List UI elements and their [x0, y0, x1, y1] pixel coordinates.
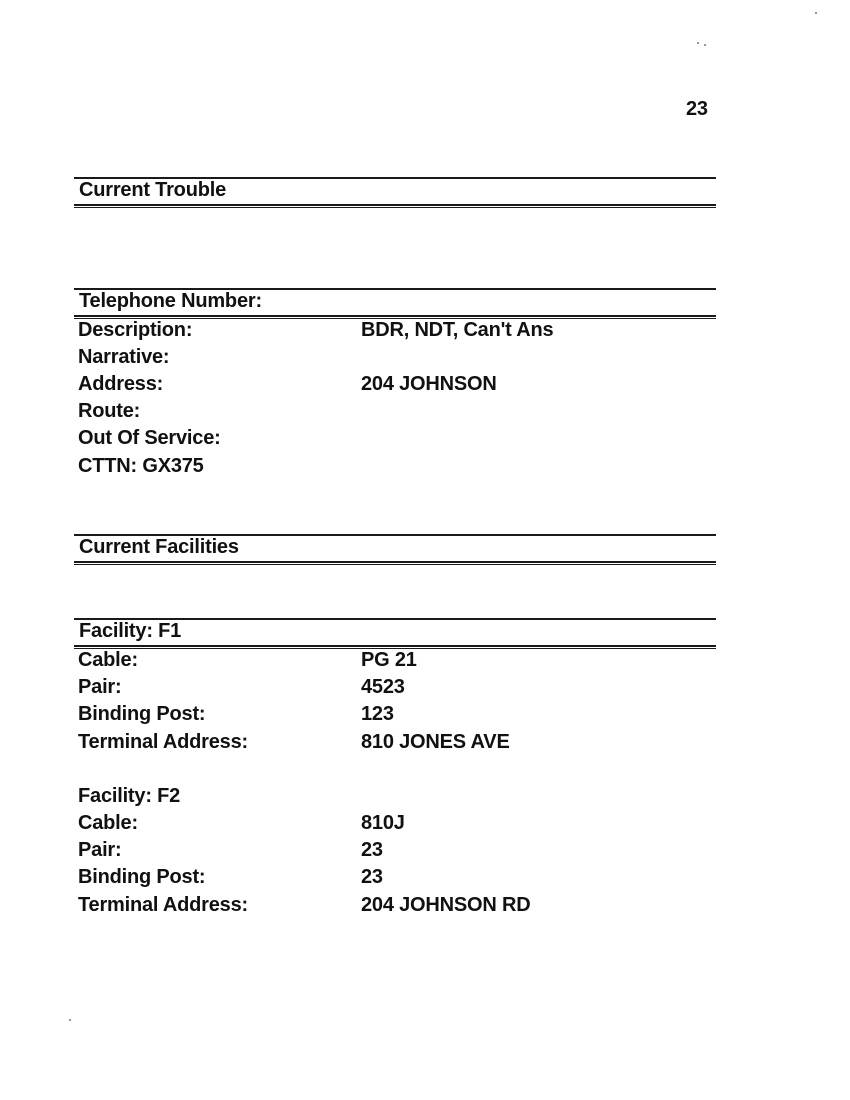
f1-cable-value: PG 21 — [361, 649, 417, 671]
section-rule-bottom-double — [74, 564, 716, 565]
f1-binding-post-value: 123 — [361, 703, 394, 725]
current-facilities-heading: Current Facilities — [79, 536, 239, 558]
f2-cable-value: 810J — [361, 812, 405, 834]
address-label: Address: — [78, 373, 164, 395]
address-value: 204 JOHNSON — [361, 373, 497, 395]
scan-speck — [815, 12, 817, 14]
f2-cable-label: Cable: — [78, 812, 138, 834]
f2-binding-post-value: 23 — [361, 866, 383, 888]
telephone-number-heading: Telephone Number: — [79, 290, 262, 312]
f1-pair-value: 4523 — [361, 676, 405, 698]
page-number: 23 — [686, 98, 708, 120]
route-label: Route: — [78, 400, 141, 422]
section-rule-bottom — [74, 204, 716, 206]
f1-terminal-address-value: 810 JONES AVE — [361, 731, 510, 753]
description-label: Description: — [78, 319, 193, 341]
f2-pair-label: Pair: — [78, 839, 122, 861]
narrative-label: Narrative: — [78, 346, 170, 368]
f1-pair-label: Pair: — [78, 676, 122, 698]
scan-speck — [69, 1019, 71, 1021]
f2-terminal-address-label: Terminal Address: — [78, 894, 248, 916]
facility-f2-heading: Facility: F2 — [78, 785, 181, 807]
description-value: BDR, NDT, Can't Ans — [361, 319, 554, 341]
f1-binding-post-label: Binding Post: — [78, 703, 206, 725]
current-trouble-heading: Current Trouble — [79, 179, 227, 201]
facility-f1-heading: Facility: F1 — [79, 620, 182, 642]
f2-pair-value: 23 — [361, 839, 383, 861]
cttn-label: CTTN: GX375 — [78, 455, 204, 477]
out-of-service-label: Out Of Service: — [78, 427, 221, 449]
scan-speck — [704, 44, 706, 46]
f2-terminal-address-value: 204 JOHNSON RD — [361, 894, 531, 916]
f1-cable-label: Cable: — [78, 649, 138, 671]
f2-binding-post-label: Binding Post: — [78, 866, 206, 888]
section-rule-bottom — [74, 561, 716, 563]
section-rule-bottom-double — [74, 207, 716, 208]
scan-speck — [697, 42, 699, 44]
f1-terminal-address-label: Terminal Address: — [78, 731, 248, 753]
